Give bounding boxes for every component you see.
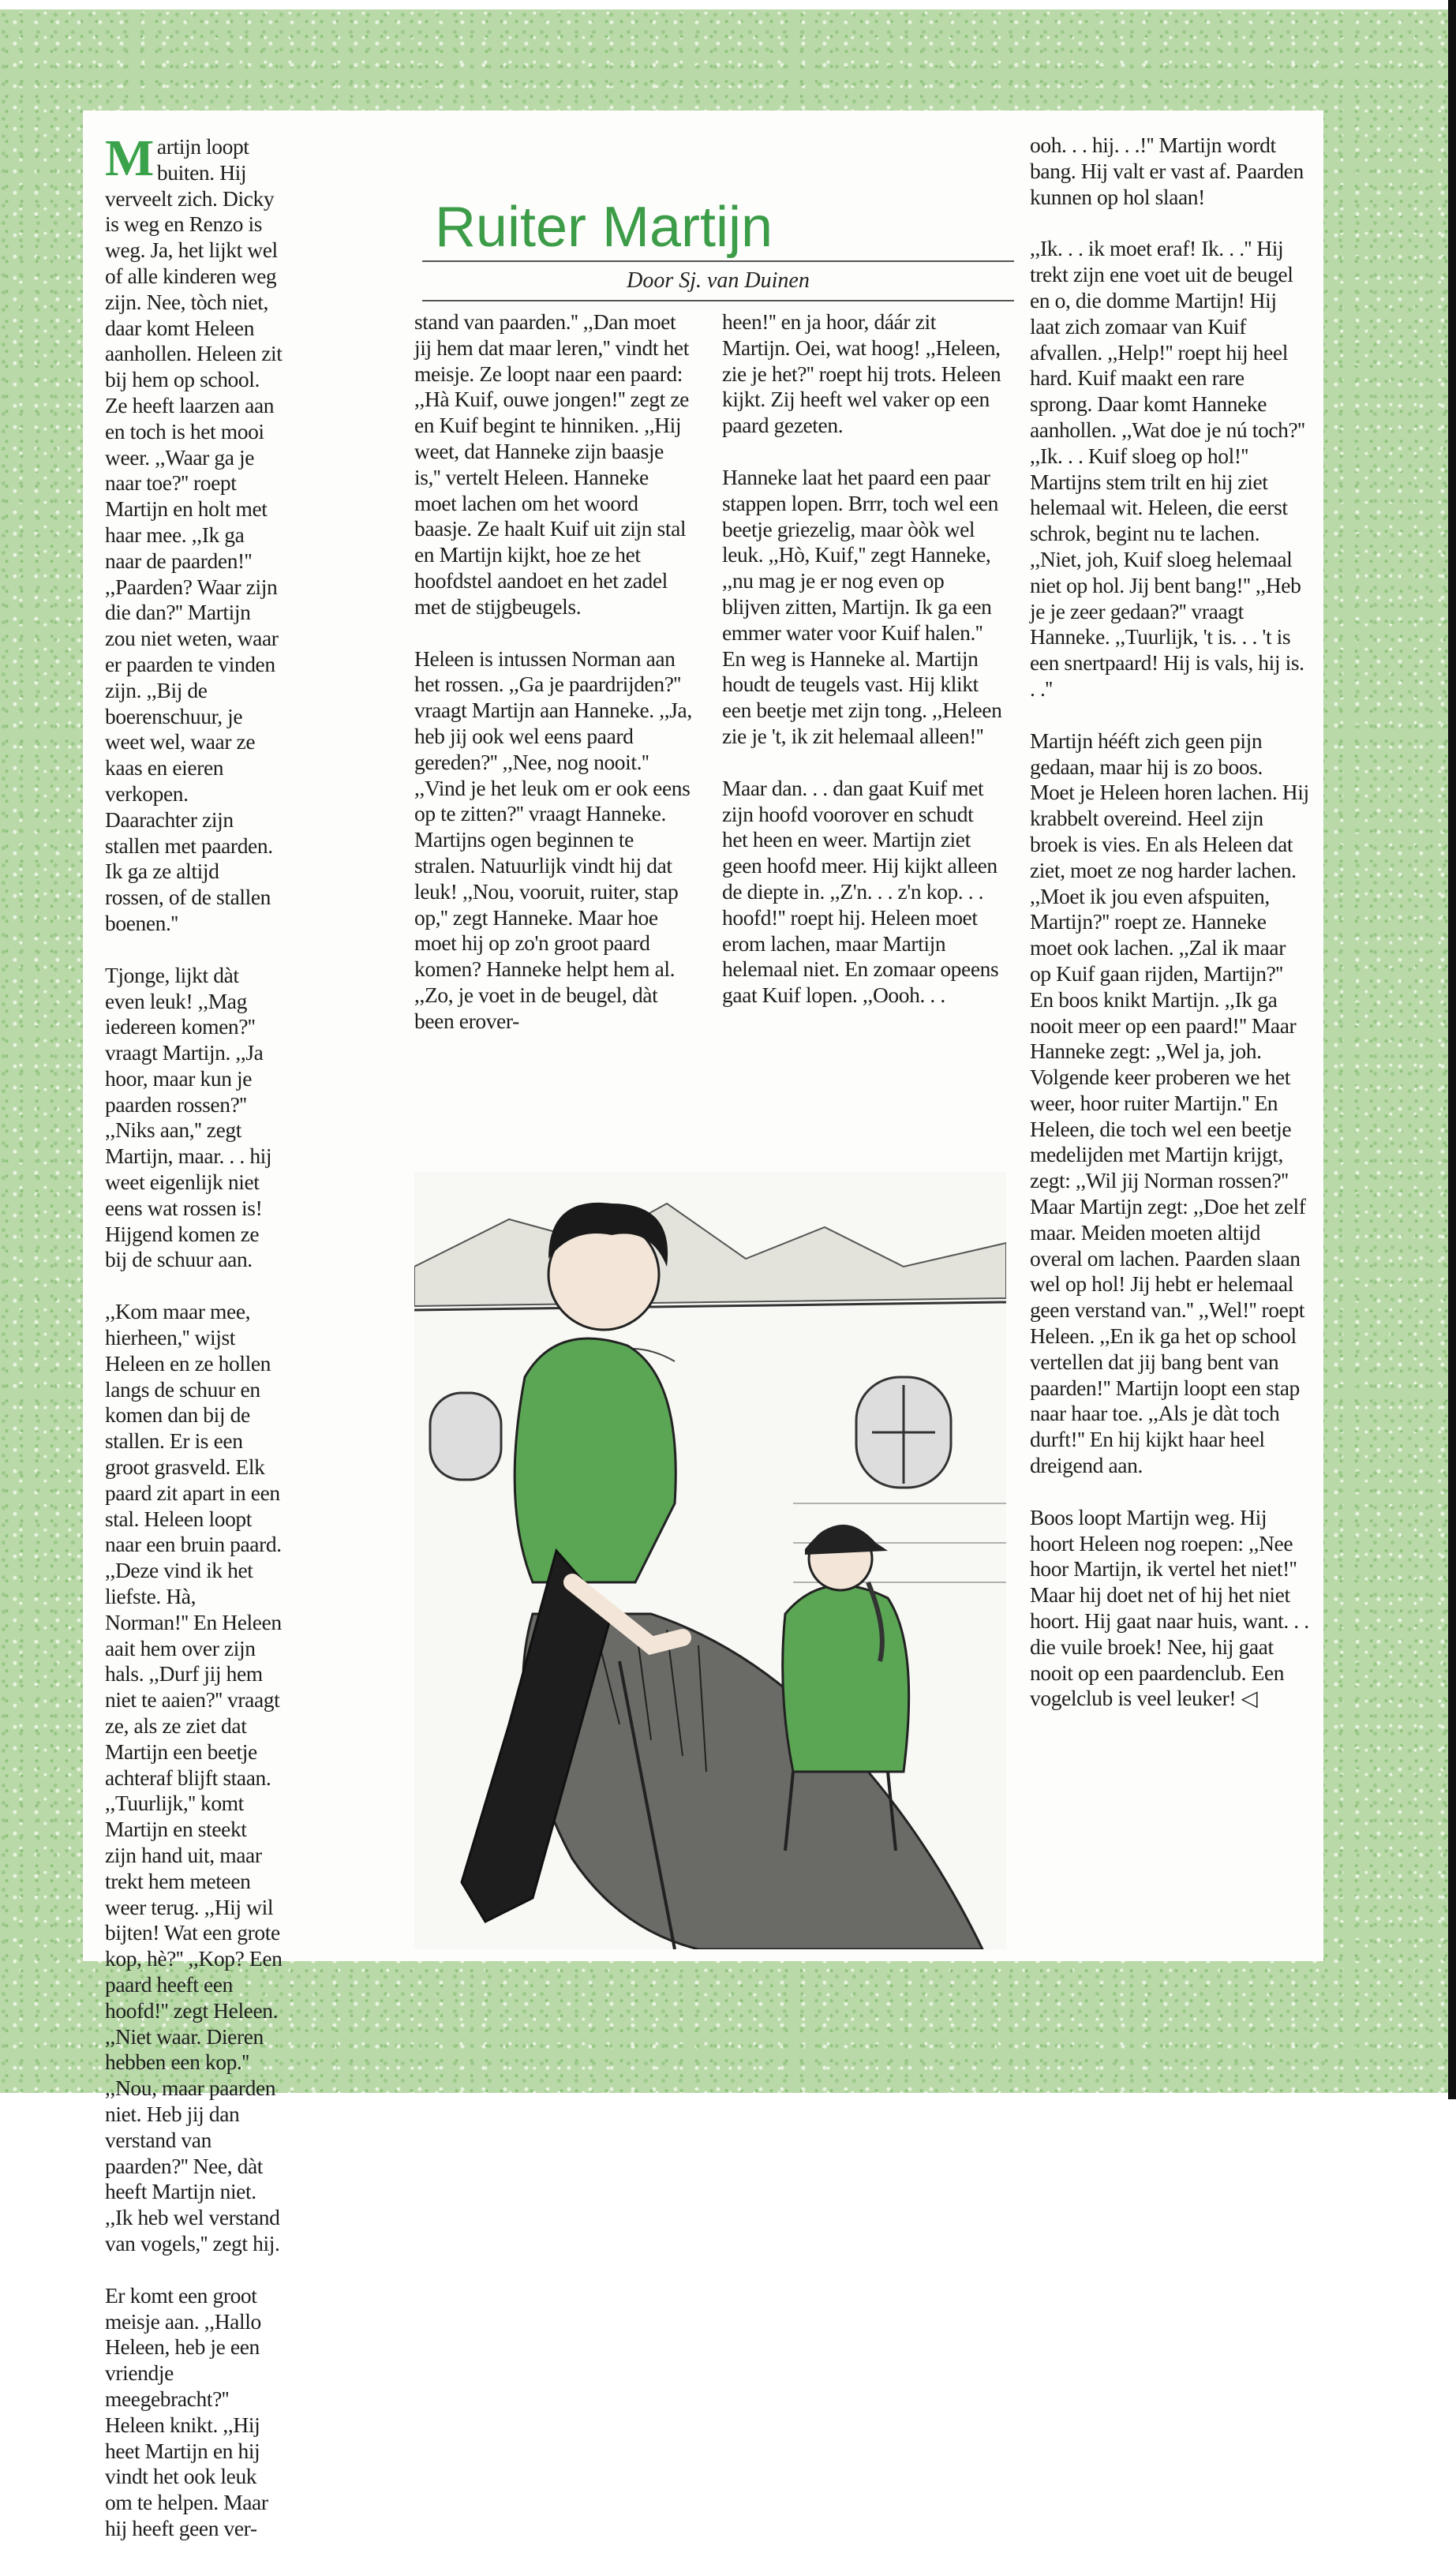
- byline-rule: [422, 260, 1014, 262]
- column-2: [414, 309, 694, 1061]
- paragraph: ,,Kom maar mee, hierheen,'' wijst Heleen en ze hollen langs de schuur en komen dan bij de stallen. Er is een groot grasveld. Elk paard zit apart in een stal. Heleen loopt naar een bruin paard. ,,Deze vind ik het liefste. Hà, Norman!'' En Heleen aait hem over zijn hals. ,,Durf jij hem niet te aaien?'' vraagt ze, als ze ziet dat Martijn een beetje achteraf blijft staan. ,,Tuurlijk,'' komt Martijn en steekt zijn hand uit, maar trekt hem meteen weer terug. ,,Hij wil bijten! Wat een grote kop, hè?'' ,,Kop? Een paard heeft een hoofd!'' zegt Heleen. ,,Niet waar. Dieren hebben een kop.'' ,,Nou, maar paarden niet. Heb jij dan verstand van paarden?'' Nee, dàt heeft Martijn niet. ,,Ik heb wel verstand van vogels,'' zegt hij.: [105, 1299, 283, 2255]
- paragraph: Tjonge, lijkt dàt even leuk! ,,Mag iedereen komen?'' vraagt Martijn. ,,Ja hoor, maar kun je paarden rossen?'' ,,Niks aan,'' zegt Martijn, maar. . . hij weet eigenlijk niet eens wat rossen is! Hijgend komen ze bij de schuur aan.: [105, 962, 272, 1272]
- article-panel: [83, 110, 1323, 2540]
- paragraph: ooh. . . hij. . .!'' Martijn wordt bang. Hij valt er vast af. Paarden kunnen op hol slaan!: [1030, 133, 1304, 209]
- illustration-boy-on-horse: [414, 1172, 1006, 1949]
- paragraph: Boos loopt Martijn weg. Hij hoort Heleen nog roepen: ,,Nee hoor Martijn, ik vertel het niet!'' Maar hij doet net of hij het niet hoort. Hij gaat naar huis, want. . . die vuile broek! Nee, hij gaat nooit op een paardenclub. Een vogelclub is veel leuker! ◁: [1030, 1504, 1309, 1711]
- paragraph-text: artijn loopt buiten. Hij verveelt zich. Dicky is weg en Renzo is weg. Ja, het lijkt wel of alle kinderen weg zijn. Nee, tòch niet, daar komt Heleen aanhollen. Heleen zit bij hem op school. Ze heeft laarzen aan en toch is het mooi weer. ,,Waar ga je naar toe?'' roept Martijn en holt met haar mee. ,,Ik ga naar de paarden!'' ,,Paarden? Waar zijn die dan?'' Martijn zou niet weten, waar er paarden te vinden zijn. ,,Bij de boerenschuur, je weet wel, waar ze kaas en eieren verkopen. Daarachter zijn stallen met paarden. Ik ga ze altijd rossen, of de stallen boenen.'': [105, 134, 283, 935]
- byline: Door Sj. van Duinen: [627, 268, 810, 293]
- article-title: Ruiter Martijn: [434, 196, 773, 260]
- column-1: [105, 129, 283, 2568]
- paragraph: Er komt een groot meisje aan. ,,Hallo Heleen, heb je een vriendje meegebracht?'' Heleen knikt. ,,Hij heet Martijn en hij vindt het ook leuk om te helpen. Maar hij heeft geen ver-: [105, 2282, 268, 2540]
- paragraph: heen!'' en ja hoor, dáár zit Martijn. Oei, wat hoog! ,,Heleen, zie je het?'' roept hij trots. Heleen kijkt. Zij heeft wel vaker op een paard gezeten.: [722, 309, 1001, 438]
- column-4: [1030, 133, 1310, 1738]
- column-3: [722, 309, 1002, 1035]
- drop-cap: M: [105, 129, 154, 187]
- scan-edge: [1448, 0, 1456, 2099]
- paragraph: stand van paarden.'' ,,Dan moet jij hem dat maar leren,'' vindt het meisje. Ze loopt naar een paard: ,,Hà Kuif, ouwe jongen!'' zegt ze en Kuif begint te hinniken. ,,Hij weet, dat Hanneke zijn baasje is,'' vertelt Heleen. Hanneke moet lachen om het woord baasje. Ze haalt Kuif uit zijn stal en Martijn kijkt, hoe ze het hoofdstel aandoet en het zadel met de stijgbeugels.: [414, 309, 689, 619]
- paragraph: Hanneke laat het paard een paar stappen lopen. Brrr, toch wel een beetje griezelig, maar òòk wel leuk. ,,Hò, Kuif,'' zegt Hanneke, ,,nu mag je er nog even op blijven zitten, Martijn. Ik ga een emmer water voor Kuif halen.'' En weg is Hanneke al. Martijn houdt de teugels vast. Hij klikt een beetje met zijn tong. ,,Heleen zie je 't, ik zit helemaal alleen!'': [722, 464, 1002, 748]
- paragraph: Martijn hééft zich geen pijn gedaan, maar hij is zo boos. Moet je Heleen horen lachen. Hij krabbelt overeind. Heel zijn broek is vies. En als Heleen dat ziet, moet ze nog harder lachen. ,,Moet ik jou even afspuiten, Martijn?'' roept ze. Hanneke moet ook lachen. ,,Zal ik maar op Kuif gaan rijden, Martijn?'' En boos knikt Martijn. ,,Ik ga nooit meer op een paard!'' Maar Hanneke zegt: ,,Wel ja, joh. Volgende keer proberen we het weer, hoor ruiter Martijn.'' En Heleen, die toch wel een beetje medelijden met Martijn krijgt, zegt: ,,Wil jij Norman rossen?'' Maar Martijn zegt: ,,Doe het zelf maar. Meiden moeten altijd overal om lachen. Paarden slaan wel op hol! Jij hebt er helemaal geen verstand van.'' ,,Wel!'' roept Heleen. ,,En ik ga het op school vertellen dat jij bang bent van paarden!'' Martijn loopt een stap naar haar toe. ,,Als je dàt toch durft!'' En hij kijkt haar heel dreigend aan.: [1030, 728, 1309, 1478]
- paragraph: Heleen is intussen Norman aan het rossen. ,,Ga je paardrijden?'' vraagt Martijn aan Hanneke. ,,Ja, heb jij ook wel eens paard gereden?'' ,,Nee, nog nooit.'' ,,Vind je het leuk om er ook eens op te zitten?'' vraagt Hanneke. Martijns ogen beginnen te stralen. Natuurlijk vindt hij dat leuk! ,,Nou, vooruit, ruiter, stap op,'' zegt Hanneke. Maar hoe moet hij op zo'n groot paard komen? Hanneke helpt hem al. ,,Zo, je voet in de beugel, dàt been erover-: [414, 646, 692, 1033]
- paragraph: Maar dan. . . dan gaat Kuif met zijn hoofd voorover en schudt het heen en weer. Martijn ziet geen hoofd meer. Hij kijkt alleen de diepte in. ,,Z'n. . . z'n kop. . . hoofd!'' roept hij. Heleen moet erom lachen, maar Martijn helemaal niet. En zomaar opeens gaat Kuif lopen. ,,Oooh. . .: [722, 775, 999, 1008]
- paragraph: [105, 129, 283, 937]
- paragraph: ,,Ik. . . ik moet eraf! Ik. . .'' Hij trekt zijn ene voet uit de beugel en o, die domme Martijn! Hij laat zich zomaar van Kuif afvallen. ,,Help!'' roept hij heel hard. Kuif maakt een rare sprong. Daar komt Hanneke aanhollen. ,,Wat doe je nú toch?'' ,,Ik. . . Kuif sloeg op hol!'' Martijns stem trilt en hij ziet helemaal wit. Heleen, die eerst schrok, begint nu te lachen. ,,Niet, joh, Kuif sloeg helemaal niet op hol. Jij bent bang!'' ,,Heb je je zeer gedaan?'' vraagt Hanneke. ,,Tuurlijk, 't is. . . 't is een snertpaard! Hij is vals, hij is. . .'': [1030, 236, 1305, 701]
- byline-rule: [422, 300, 1014, 301]
